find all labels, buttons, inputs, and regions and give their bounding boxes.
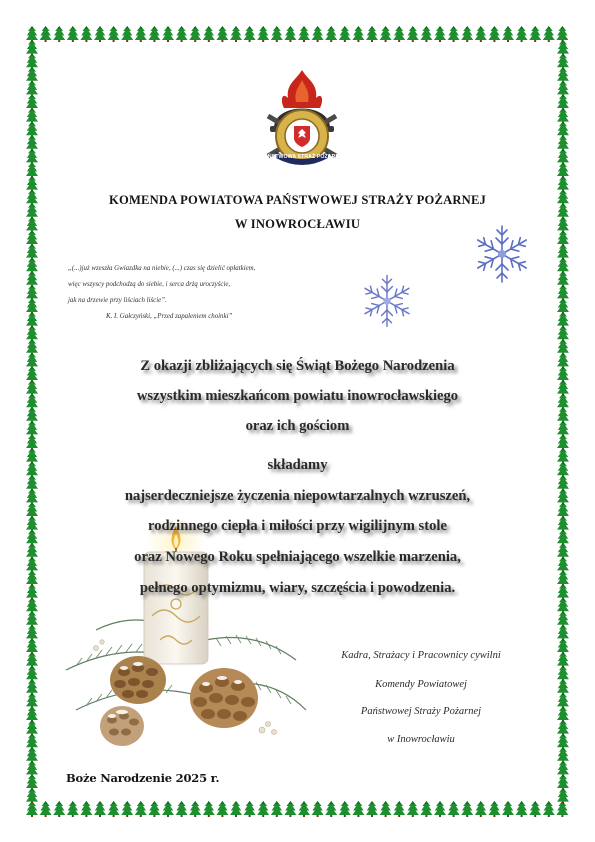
christmas-tree-icon <box>352 26 364 42</box>
pinecone-medium <box>110 656 166 704</box>
christmas-tree-icon <box>108 801 120 817</box>
christmas-tree-icon <box>557 108 569 124</box>
christmas-tree-icon <box>26 760 38 776</box>
christmas-tree-icon <box>461 801 473 817</box>
christmas-tree-icon <box>216 801 228 817</box>
christmas-tree-icon <box>162 801 174 817</box>
christmas-tree-icon <box>557 162 569 178</box>
christmas-tree-icon <box>557 271 569 287</box>
christmas-tree-icon <box>366 801 378 817</box>
wish-line-8: pełnego optymizmu, wiary, szczęścia i powodzenia. <box>139 580 456 596</box>
signature-line-2: Komendy Powiatowej <box>375 679 467 690</box>
christmas-tree-icon <box>557 434 569 450</box>
christmas-tree-icon <box>380 26 392 42</box>
footer-date: Boże Narodzenie 2025 r. <box>66 771 220 785</box>
christmas-tree-icon <box>271 801 283 817</box>
christmas-tree-icon <box>26 611 38 627</box>
wish-line-4: składamy <box>267 457 328 473</box>
christmas-tree-icon <box>26 652 38 668</box>
christmas-tree-icon <box>189 26 201 42</box>
christmas-tree-icon <box>26 801 38 817</box>
christmas-tree-icon <box>475 801 487 817</box>
christmas-tree-icon <box>135 26 147 42</box>
christmas-tree-icon <box>557 80 569 96</box>
christmas-tree-icon <box>339 801 351 817</box>
christmas-tree-icon <box>557 665 569 681</box>
christmas-tree-icon <box>203 26 215 42</box>
christmas-tree-icon <box>203 801 215 817</box>
christmas-tree-icon <box>230 26 242 42</box>
christmas-tree-icon <box>434 801 446 817</box>
quote-line-2: więc wszyscy podchodzą do siebie, i serca drżą uroczyście, <box>68 281 231 288</box>
christmas-tree-icon <box>556 801 568 817</box>
christmas-tree-icon <box>26 135 38 151</box>
signature-line-1: Kadra, Strażacy i Pracownicy cywilni <box>341 650 501 661</box>
christmas-tree-icon <box>557 121 569 137</box>
wish-line-1: Z okazji zbliżających się Świąt Bożego Narodzenia <box>140 358 455 374</box>
wish-line-6: rodzinnego ciepła i miłości przy wigilijnym stole <box>148 518 447 534</box>
christmas-tree-icon <box>40 801 52 817</box>
christmas-tree-icon <box>26 679 38 695</box>
christmas-tree-icon <box>557 257 569 273</box>
christmas-tree-icon <box>557 339 569 355</box>
christmas-tree-icon <box>407 26 419 42</box>
christmas-tree-icon <box>461 26 473 42</box>
christmas-tree-icon <box>26 80 38 96</box>
christmas-tree-icon <box>216 26 228 42</box>
christmas-tree-icon <box>26 53 38 69</box>
christmas-tree-icon <box>557 53 569 69</box>
christmas-tree-icon <box>407 801 419 817</box>
christmas-tree-icon <box>434 26 446 42</box>
christmas-tree-icon <box>26 434 38 450</box>
christmas-tree-icon <box>557 312 569 328</box>
christmas-tree-icon <box>26 325 38 341</box>
christmas-tree-icon <box>94 801 106 817</box>
christmas-tree-icon <box>121 26 133 42</box>
christmas-tree-icon <box>244 801 256 817</box>
wish-line-2: wszystkim mieszkańcom powiatu inowrocławskiego <box>136 388 459 404</box>
christmas-tree-icon <box>80 801 92 817</box>
christmas-tree-icon <box>557 597 569 613</box>
snowflake-icon <box>358 272 416 330</box>
christmas-tree-icon <box>26 339 38 355</box>
christmas-tree-icon <box>312 26 324 42</box>
christmas-tree-icon <box>516 801 528 817</box>
christmas-tree-icon <box>529 26 541 42</box>
christmas-tree-icon <box>557 638 569 654</box>
christmas-tree-icon <box>557 733 569 749</box>
christmas-tree-icon <box>557 284 569 300</box>
christmas-tree-icon <box>325 801 337 817</box>
christmas-tree-icon <box>26 26 38 42</box>
christmas-tree-icon <box>557 67 569 83</box>
christmas-tree-icon <box>543 801 555 817</box>
christmas-tree-icon <box>393 26 405 42</box>
christmas-tree-icon <box>26 67 38 83</box>
header-title-line-2: W INOWROCŁAWIU <box>234 217 361 231</box>
christmas-tree-icon <box>557 325 569 341</box>
christmas-tree-icon <box>26 706 38 722</box>
christmas-tree-icon <box>284 26 296 42</box>
emblem-ring-text: PAŃSTWOWA STRAŻ POŻARNA <box>260 154 344 160</box>
christmas-tree-icon <box>529 801 541 817</box>
christmas-tree-icon <box>380 801 392 817</box>
christmas-tree-icon <box>557 176 569 192</box>
christmas-tree-icon <box>557 760 569 776</box>
quote-line-1: „(...)już wzeszła Gwiazdka na niebie, (...) czas się dzielić opłatkiem, <box>68 265 256 272</box>
christmas-tree-icon <box>26 298 38 314</box>
christmas-tree-icon <box>148 26 160 42</box>
christmas-tree-icon <box>67 801 79 817</box>
christmas-tree-icon <box>557 230 569 246</box>
psp-emblem-icon <box>256 68 348 178</box>
christmas-tree-icon <box>26 108 38 124</box>
christmas-tree-icon <box>502 26 514 42</box>
christmas-tree-icon <box>488 801 500 817</box>
christmas-tree-icon <box>448 26 460 42</box>
christmas-tree-icon <box>176 26 188 42</box>
snowflake-icon <box>470 222 534 286</box>
christmas-tree-icon <box>556 26 568 42</box>
christmas-tree-icon <box>176 801 188 817</box>
christmas-tree-icon <box>557 720 569 736</box>
christmas-tree-icon <box>557 40 569 56</box>
christmas-tree-icon <box>298 801 310 817</box>
christmas-tree-icon <box>26 624 38 640</box>
christmas-tree-icon <box>502 801 514 817</box>
christmas-tree-icon <box>26 176 38 192</box>
christmas-tree-icon <box>26 638 38 654</box>
christmas-tree-icon <box>26 312 38 328</box>
christmas-tree-icon <box>257 801 269 817</box>
christmas-tree-icon <box>420 801 432 817</box>
christmas-tree-icon <box>26 94 38 110</box>
pinecone-large <box>190 668 258 728</box>
christmas-tree-icon <box>257 26 269 42</box>
christmas-tree-icon <box>26 665 38 681</box>
christmas-tree-icon <box>189 801 201 817</box>
christmas-tree-icon <box>557 135 569 151</box>
christmas-tree-icon <box>26 121 38 137</box>
christmas-tree-icon <box>557 774 569 790</box>
christmas-tree-icon <box>271 26 283 42</box>
christmas-tree-icon <box>26 148 38 164</box>
christmas-tree-icon <box>393 801 405 817</box>
wish-line-3: oraz ich gościom <box>245 418 350 434</box>
signature-line-4: w Inowrocławiu <box>387 734 455 745</box>
christmas-tree-icon <box>557 611 569 627</box>
christmas-tree-icon <box>557 692 569 708</box>
christmas-tree-icon <box>557 788 569 804</box>
christmas-tree-icon <box>26 230 38 246</box>
christmas-tree-icon <box>53 801 65 817</box>
christmas-tree-icon <box>40 26 52 42</box>
christmas-tree-icon <box>121 801 133 817</box>
christmas-tree-icon <box>26 788 38 804</box>
christmas-tree-icon <box>284 801 296 817</box>
christmas-tree-icon <box>557 747 569 763</box>
christmas-tree-icon <box>557 94 569 110</box>
christmas-tree-icon <box>108 26 120 42</box>
christmas-tree-icon <box>420 26 432 42</box>
christmas-tree-icon <box>488 26 500 42</box>
christmas-tree-icon <box>557 679 569 695</box>
wish-line-5: najserdeczniejsze życzenia niepowtarzalnych wzruszeń, <box>124 488 471 504</box>
christmas-tree-icon <box>298 26 310 42</box>
christmas-tree-icon <box>475 26 487 42</box>
christmas-tree-icon <box>26 720 38 736</box>
christmas-tree-icon <box>26 733 38 749</box>
quote-attribution: K. I. Gałczyński, „Przed zapaleniem choinki” <box>106 313 233 320</box>
christmas-tree-icon <box>448 801 460 817</box>
christmas-tree-icon <box>244 26 256 42</box>
christmas-tree-icon <box>26 747 38 763</box>
christmas-tree-icon <box>325 26 337 42</box>
christmas-tree-icon <box>557 244 569 260</box>
christmas-tree-icon <box>26 597 38 613</box>
christmas-tree-icon <box>94 26 106 42</box>
christmas-tree-icon <box>26 162 38 178</box>
christmas-tree-icon <box>148 801 160 817</box>
christmas-tree-icon <box>26 40 38 56</box>
quote-line-3: jak na drzewie przy liściach liście”. <box>68 297 167 304</box>
christmas-tree-icon <box>352 801 364 817</box>
christmas-tree-icon <box>26 692 38 708</box>
christmas-tree-icon <box>230 801 242 817</box>
christmas-tree-icon <box>67 26 79 42</box>
christmas-tree-icon <box>26 774 38 790</box>
christmas-tree-icon <box>26 257 38 273</box>
christmas-tree-icon <box>53 26 65 42</box>
christmas-tree-icon <box>26 271 38 287</box>
christmas-tree-icon <box>312 801 324 817</box>
christmas-tree-icon <box>26 284 38 300</box>
christmas-tree-icon <box>557 148 569 164</box>
christmas-tree-icon <box>516 26 528 42</box>
christmas-tree-icon <box>557 624 569 640</box>
christmas-tree-icon <box>135 801 147 817</box>
wish-line-7: oraz Nowego Roku spełniającego wszelkie marzenia, <box>134 549 461 565</box>
pinecone-small <box>100 706 144 746</box>
christmas-tree-icon <box>339 26 351 42</box>
christmas-tree-icon <box>80 26 92 42</box>
christmas-tree-icon <box>26 244 38 260</box>
christmas-tree-icon <box>366 26 378 42</box>
christmas-tree-icon <box>557 706 569 722</box>
christmas-tree-icon <box>557 298 569 314</box>
christmas-tree-icon <box>557 652 569 668</box>
header-title-line-1: KOMENDA POWIATOWA PAŃSTWOWEJ STRAŻY POŻARNEJ <box>108 193 487 207</box>
signature-line-3: Państwowej Straży Pożarnej <box>360 706 482 717</box>
christmas-tree-icon <box>543 26 555 42</box>
christmas-tree-icon <box>162 26 174 42</box>
